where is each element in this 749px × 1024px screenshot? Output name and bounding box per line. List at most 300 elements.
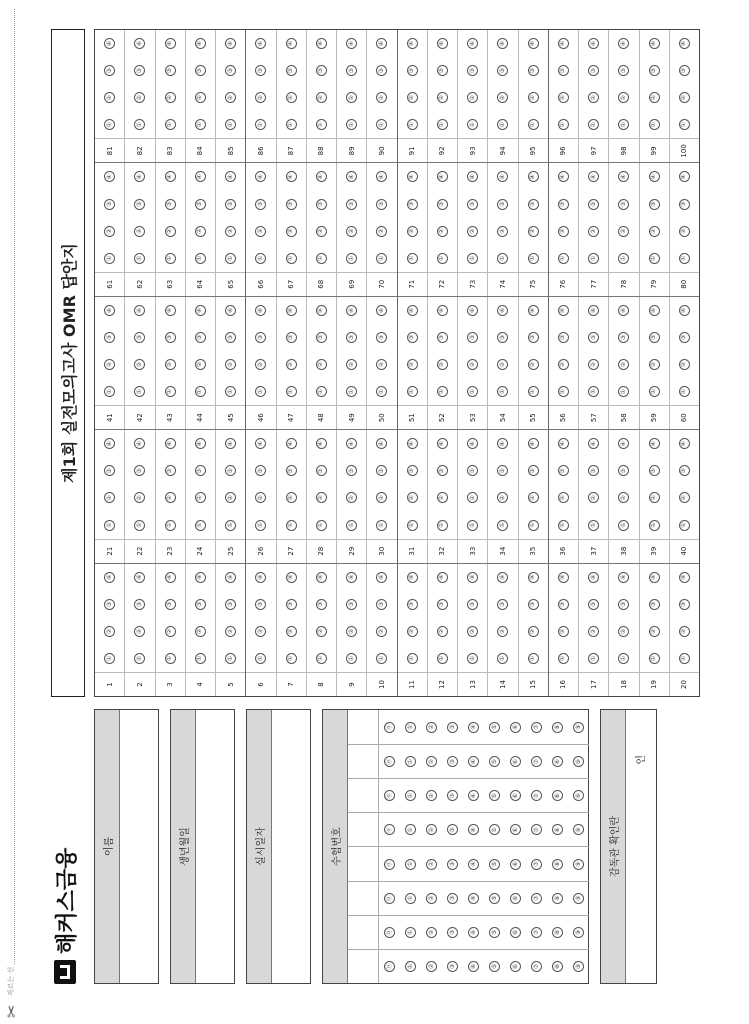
exam-number-bubble[interactable]: ⑥ xyxy=(510,790,521,801)
answer-bubble[interactable]: ③ xyxy=(558,199,569,210)
exam-number-bubble[interactable]: ⓪ xyxy=(384,756,395,767)
answer-bubble[interactable]: ② xyxy=(225,226,236,237)
answer-bubble[interactable]: ① xyxy=(286,119,297,130)
answer-bubble[interactable]: ① xyxy=(225,386,236,397)
answer-bubble[interactable]: ① xyxy=(528,119,539,130)
exam-number-bubble[interactable]: ⑨ xyxy=(573,893,584,904)
exam-number-bubble[interactable]: ③ xyxy=(447,859,458,870)
answer-bubble[interactable]: ② xyxy=(618,492,629,503)
answer-bubble[interactable]: ④ xyxy=(437,171,448,182)
answer-bubble[interactable]: ④ xyxy=(588,572,599,583)
answer-bubble[interactable]: ④ xyxy=(346,572,357,583)
answer-bubble[interactable]: ② xyxy=(165,359,176,370)
answer-bubble[interactable]: ① xyxy=(497,653,508,664)
answer-bubble[interactable]: ③ xyxy=(195,332,206,343)
answer-bubble[interactable]: ① xyxy=(255,520,266,531)
exam-number-bubble[interactable]: ④ xyxy=(468,927,479,938)
answer-bubble[interactable]: ② xyxy=(376,359,387,370)
exam-number-bubble[interactable]: ⓪ xyxy=(384,722,395,733)
answer-bubble[interactable]: ④ xyxy=(558,572,569,583)
answer-bubble[interactable]: ③ xyxy=(316,465,327,476)
answer-bubble[interactable]: ① xyxy=(407,253,418,264)
answer-bubble[interactable]: ② xyxy=(407,226,418,237)
answer-bubble[interactable]: ② xyxy=(467,226,478,237)
answer-bubble[interactable]: ③ xyxy=(225,65,236,76)
answer-bubble[interactable]: ① xyxy=(104,386,115,397)
answer-bubble[interactable]: ④ xyxy=(286,305,297,316)
answer-bubble[interactable]: ② xyxy=(376,492,387,503)
answer-bubble[interactable]: ③ xyxy=(346,465,357,476)
answer-bubble[interactable]: ④ xyxy=(679,305,690,316)
answer-bubble[interactable]: ③ xyxy=(679,599,690,610)
answer-bubble[interactable]: ① xyxy=(618,386,629,397)
exam-number-bubble[interactable]: ⑦ xyxy=(531,961,542,972)
answer-bubble[interactable]: ③ xyxy=(497,465,508,476)
answer-bubble[interactable]: ② xyxy=(134,626,145,637)
answer-bubble[interactable]: ③ xyxy=(437,332,448,343)
answer-bubble[interactable]: ① xyxy=(407,119,418,130)
answer-bubble[interactable]: ③ xyxy=(679,332,690,343)
answer-bubble[interactable]: ① xyxy=(467,520,478,531)
exam-number-bubble[interactable]: ⑥ xyxy=(510,824,521,835)
answer-bubble[interactable]: ④ xyxy=(225,171,236,182)
answer-bubble[interactable]: ③ xyxy=(588,465,599,476)
exam-number-bubble[interactable]: ⑤ xyxy=(489,790,500,801)
exam-number-bubble[interactable]: ② xyxy=(426,790,437,801)
answer-bubble[interactable]: ① xyxy=(134,653,145,664)
answer-bubble[interactable]: ④ xyxy=(255,572,266,583)
answer-bubble[interactable]: ① xyxy=(316,653,327,664)
exam-number-bubble[interactable]: ⑦ xyxy=(531,756,542,767)
answer-bubble[interactable]: ② xyxy=(346,226,357,237)
answer-bubble[interactable]: ④ xyxy=(195,171,206,182)
answer-bubble[interactable]: ① xyxy=(376,253,387,264)
exam-number-bubble[interactable]: ⓪ xyxy=(384,893,395,904)
answer-bubble[interactable]: ② xyxy=(467,626,478,637)
answer-bubble[interactable]: ④ xyxy=(286,171,297,182)
answer-bubble[interactable]: ① xyxy=(679,119,690,130)
answer-bubble[interactable]: ④ xyxy=(497,438,508,449)
answer-bubble[interactable]: ② xyxy=(104,626,115,637)
answer-bubble[interactable]: ④ xyxy=(558,438,569,449)
answer-bubble[interactable]: ② xyxy=(588,359,599,370)
answer-bubble[interactable]: ③ xyxy=(407,599,418,610)
answer-bubble[interactable]: ④ xyxy=(467,38,478,49)
answer-bubble[interactable]: ④ xyxy=(255,171,266,182)
answer-bubble[interactable]: ④ xyxy=(649,305,660,316)
answer-bubble[interactable]: ③ xyxy=(437,465,448,476)
exam-number-bubble[interactable]: ⑤ xyxy=(489,859,500,870)
answer-bubble[interactable]: ① xyxy=(528,520,539,531)
exam-number-bubble[interactable]: ⑥ xyxy=(510,893,521,904)
answer-bubble[interactable]: ③ xyxy=(225,599,236,610)
answer-bubble[interactable]: ③ xyxy=(376,599,387,610)
exam-number-write-cell[interactable] xyxy=(348,745,379,778)
exam-number-bubble[interactable]: ⑦ xyxy=(531,824,542,835)
answer-bubble[interactable]: ① xyxy=(618,119,629,130)
answer-bubble[interactable]: ④ xyxy=(195,572,206,583)
answer-bubble[interactable]: ② xyxy=(195,492,206,503)
answer-bubble[interactable]: ① xyxy=(255,386,266,397)
answer-bubble[interactable]: ③ xyxy=(286,332,297,343)
answer-bubble[interactable]: ④ xyxy=(165,305,176,316)
answer-bubble[interactable]: ③ xyxy=(649,465,660,476)
answer-bubble[interactable]: ④ xyxy=(316,438,327,449)
answer-bubble[interactable]: ③ xyxy=(255,199,266,210)
answer-bubble[interactable]: ② xyxy=(588,492,599,503)
answer-bubble[interactable]: ② xyxy=(558,492,569,503)
answer-bubble[interactable]: ② xyxy=(679,492,690,503)
answer-bubble[interactable]: ② xyxy=(528,492,539,503)
exam-number-bubble[interactable]: ① xyxy=(405,824,416,835)
exam-number-bubble[interactable]: ③ xyxy=(447,722,458,733)
answer-bubble[interactable]: ② xyxy=(528,626,539,637)
answer-bubble[interactable]: ② xyxy=(134,492,145,503)
answer-bubble[interactable]: ④ xyxy=(618,305,629,316)
answer-bubble[interactable]: ① xyxy=(255,253,266,264)
exam-number-bubble[interactable]: ⑤ xyxy=(489,893,500,904)
answer-bubble[interactable]: ② xyxy=(104,226,115,237)
answer-bubble[interactable]: ② xyxy=(679,359,690,370)
answer-bubble[interactable]: ② xyxy=(618,359,629,370)
exam-number-bubble[interactable]: ④ xyxy=(468,824,479,835)
answer-bubble[interactable]: ④ xyxy=(497,572,508,583)
answer-bubble[interactable]: ① xyxy=(376,119,387,130)
answer-bubble[interactable]: ④ xyxy=(376,572,387,583)
answer-bubble[interactable]: ① xyxy=(588,520,599,531)
answer-bubble[interactable]: ③ xyxy=(165,199,176,210)
exam-number-bubble[interactable]: ⑧ xyxy=(552,859,563,870)
answer-bubble[interactable]: ② xyxy=(649,226,660,237)
answer-bubble[interactable]: ② xyxy=(497,92,508,103)
answer-bubble[interactable]: ① xyxy=(195,386,206,397)
answer-bubble[interactable]: ④ xyxy=(588,171,599,182)
answer-bubble[interactable]: ② xyxy=(376,92,387,103)
answer-bubble[interactable]: ④ xyxy=(376,171,387,182)
exam-number-bubble[interactable]: ⑨ xyxy=(573,756,584,767)
answer-bubble[interactable]: ③ xyxy=(376,465,387,476)
exam-number-bubble[interactable]: ① xyxy=(405,859,416,870)
exam-number-bubble[interactable]: ⑨ xyxy=(573,722,584,733)
answer-bubble[interactable]: ② xyxy=(649,92,660,103)
answer-bubble[interactable]: ② xyxy=(134,359,145,370)
answer-bubble[interactable]: ② xyxy=(588,626,599,637)
answer-bubble[interactable]: ④ xyxy=(467,438,478,449)
answer-bubble[interactable]: ③ xyxy=(134,332,145,343)
answer-bubble[interactable]: ③ xyxy=(407,199,418,210)
answer-bubble[interactable]: ③ xyxy=(497,599,508,610)
exam-number-bubble[interactable]: ② xyxy=(426,893,437,904)
answer-bubble[interactable]: ④ xyxy=(104,572,115,583)
answer-bubble[interactable]: ③ xyxy=(528,332,539,343)
answer-bubble[interactable]: ② xyxy=(104,492,115,503)
answer-bubble[interactable]: ① xyxy=(497,520,508,531)
answer-bubble[interactable]: ① xyxy=(588,653,599,664)
exam-number-bubble[interactable]: ⑤ xyxy=(489,722,500,733)
answer-bubble[interactable]: ③ xyxy=(165,465,176,476)
answer-bubble[interactable]: ④ xyxy=(225,38,236,49)
exam-number-bubble[interactable]: ④ xyxy=(468,756,479,767)
answer-bubble[interactable]: ① xyxy=(286,520,297,531)
answer-bubble[interactable]: ③ xyxy=(346,199,357,210)
answer-bubble[interactable]: ① xyxy=(104,119,115,130)
answer-bubble[interactable]: ② xyxy=(528,226,539,237)
answer-bubble[interactable]: ③ xyxy=(195,199,206,210)
exam-number-bubble[interactable]: ⑥ xyxy=(510,756,521,767)
exam-number-write-cell[interactable] xyxy=(348,882,379,915)
answer-bubble[interactable]: ④ xyxy=(558,171,569,182)
answer-bubble[interactable]: ④ xyxy=(528,572,539,583)
answer-bubble[interactable]: ② xyxy=(376,626,387,637)
answer-bubble[interactable]: ③ xyxy=(165,599,176,610)
answer-bubble[interactable]: ④ xyxy=(437,572,448,583)
answer-bubble[interactable]: ③ xyxy=(588,65,599,76)
answer-bubble[interactable]: ④ xyxy=(558,305,569,316)
answer-bubble[interactable]: ③ xyxy=(346,65,357,76)
answer-bubble[interactable]: ② xyxy=(225,359,236,370)
answer-bubble[interactable]: ① xyxy=(134,253,145,264)
exam-number-bubble[interactable]: ⑨ xyxy=(573,927,584,938)
answer-bubble[interactable]: ② xyxy=(618,226,629,237)
answer-bubble[interactable]: ③ xyxy=(588,332,599,343)
answer-bubble[interactable]: ④ xyxy=(407,438,418,449)
answer-bubble[interactable]: ② xyxy=(346,359,357,370)
answer-bubble[interactable]: ② xyxy=(255,359,266,370)
answer-bubble[interactable]: ② xyxy=(286,492,297,503)
answer-bubble[interactable]: ② xyxy=(195,626,206,637)
answer-bubble[interactable]: ① xyxy=(618,653,629,664)
answer-bubble[interactable]: ② xyxy=(286,626,297,637)
answer-bubble[interactable]: ② xyxy=(376,226,387,237)
answer-bubble[interactable]: ① xyxy=(558,653,569,664)
answer-bubble[interactable]: ③ xyxy=(528,65,539,76)
answer-bubble[interactable]: ③ xyxy=(528,599,539,610)
answer-bubble[interactable]: ④ xyxy=(225,572,236,583)
answer-bubble[interactable]: ④ xyxy=(679,438,690,449)
answer-bubble[interactable]: ② xyxy=(104,359,115,370)
exam-number-bubble[interactable]: ③ xyxy=(447,893,458,904)
exam-number-bubble[interactable]: ① xyxy=(405,722,416,733)
answer-bubble[interactable]: ④ xyxy=(165,438,176,449)
answer-bubble[interactable]: ③ xyxy=(649,199,660,210)
answer-bubble[interactable]: ② xyxy=(134,92,145,103)
answer-bubble[interactable]: ③ xyxy=(618,599,629,610)
answer-bubble[interactable]: ① xyxy=(437,386,448,397)
answer-bubble[interactable]: ① xyxy=(104,520,115,531)
answer-bubble[interactable]: ② xyxy=(618,626,629,637)
answer-bubble[interactable]: ③ xyxy=(558,332,569,343)
answer-bubble[interactable]: ① xyxy=(195,653,206,664)
answer-bubble[interactable]: ① xyxy=(346,253,357,264)
answer-bubble[interactable]: ④ xyxy=(528,171,539,182)
answer-bubble[interactable]: ① xyxy=(316,386,327,397)
answer-bubble[interactable]: ② xyxy=(618,92,629,103)
answer-bubble[interactable]: ③ xyxy=(528,465,539,476)
answer-bubble[interactable]: ① xyxy=(134,386,145,397)
answer-bubble[interactable]: ④ xyxy=(376,305,387,316)
answer-bubble[interactable]: ③ xyxy=(588,599,599,610)
answer-bubble[interactable]: ① xyxy=(346,653,357,664)
answer-bubble[interactable]: ① xyxy=(165,253,176,264)
answer-bubble[interactable]: ③ xyxy=(316,65,327,76)
exam-number-bubble[interactable]: ① xyxy=(405,893,416,904)
exam-number-bubble[interactable]: ③ xyxy=(447,790,458,801)
answer-bubble[interactable]: ④ xyxy=(679,572,690,583)
answer-bubble[interactable]: ② xyxy=(558,626,569,637)
answer-bubble[interactable]: ② xyxy=(407,92,418,103)
answer-bubble[interactable]: ③ xyxy=(649,599,660,610)
exam-number-bubble[interactable]: ④ xyxy=(468,859,479,870)
answer-bubble[interactable]: ④ xyxy=(195,305,206,316)
answer-bubble[interactable]: ④ xyxy=(618,438,629,449)
exam-number-bubble[interactable]: ⓪ xyxy=(384,961,395,972)
exam-number-bubble[interactable]: ③ xyxy=(447,756,458,767)
answer-bubble[interactable]: ② xyxy=(225,626,236,637)
answer-bubble[interactable]: ③ xyxy=(437,199,448,210)
answer-bubble[interactable]: ④ xyxy=(316,171,327,182)
answer-bubble[interactable]: ③ xyxy=(346,332,357,343)
exam-number-bubble[interactable]: ① xyxy=(405,756,416,767)
exam-number-bubble[interactable]: ⑧ xyxy=(552,756,563,767)
exam-number-write-cell[interactable] xyxy=(348,813,379,846)
answer-bubble[interactable]: ④ xyxy=(255,438,266,449)
answer-bubble[interactable]: ② xyxy=(165,626,176,637)
exam-number-write-cell[interactable] xyxy=(348,779,379,812)
answer-bubble[interactable]: ② xyxy=(286,226,297,237)
answer-bubble[interactable]: ① xyxy=(286,386,297,397)
answer-bubble[interactable]: ④ xyxy=(407,305,418,316)
answer-bubble[interactable]: ① xyxy=(649,386,660,397)
answer-bubble[interactable]: ③ xyxy=(376,65,387,76)
exam-number-bubble[interactable]: ⑨ xyxy=(573,961,584,972)
answer-bubble[interactable]: ① xyxy=(588,119,599,130)
answer-bubble[interactable]: ④ xyxy=(134,572,145,583)
exam-number-bubble[interactable]: ② xyxy=(426,722,437,733)
answer-bubble[interactable]: ③ xyxy=(618,199,629,210)
exam-number-bubble[interactable]: ⑨ xyxy=(573,824,584,835)
answer-bubble[interactable]: ② xyxy=(679,626,690,637)
answer-bubble[interactable]: ④ xyxy=(165,572,176,583)
answer-bubble[interactable]: ③ xyxy=(195,465,206,476)
answer-bubble[interactable]: ④ xyxy=(618,171,629,182)
answer-bubble[interactable]: ③ xyxy=(558,65,569,76)
answer-bubble[interactable]: ① xyxy=(225,653,236,664)
answer-bubble[interactable]: ④ xyxy=(437,38,448,49)
answer-bubble[interactable]: ② xyxy=(437,492,448,503)
answer-bubble[interactable]: ② xyxy=(165,226,176,237)
exam-number-bubble[interactable]: ⓪ xyxy=(384,859,395,870)
answer-bubble[interactable]: ④ xyxy=(649,438,660,449)
answer-bubble[interactable]: ① xyxy=(618,520,629,531)
answer-bubble[interactable]: ① xyxy=(407,386,418,397)
exam-number-bubble[interactable]: ② xyxy=(426,961,437,972)
exam-number-write-cell[interactable] xyxy=(348,848,379,881)
answer-bubble[interactable]: ② xyxy=(225,492,236,503)
answer-bubble[interactable]: ② xyxy=(649,626,660,637)
exam-number-bubble[interactable]: ⓪ xyxy=(384,824,395,835)
answer-bubble[interactable]: ① xyxy=(225,253,236,264)
answer-bubble[interactable]: ② xyxy=(225,92,236,103)
exam-number-bubble[interactable]: ① xyxy=(405,961,416,972)
answer-bubble[interactable]: ③ xyxy=(467,465,478,476)
answer-bubble[interactable]: ④ xyxy=(316,38,327,49)
answer-bubble[interactable]: ③ xyxy=(316,332,327,343)
answer-bubble[interactable]: ③ xyxy=(225,332,236,343)
answer-bubble[interactable]: ④ xyxy=(407,38,418,49)
answer-bubble[interactable]: ③ xyxy=(376,199,387,210)
answer-bubble[interactable]: ① xyxy=(346,520,357,531)
answer-bubble[interactable]: ④ xyxy=(618,572,629,583)
answer-bubble[interactable]: ② xyxy=(437,359,448,370)
answer-bubble[interactable]: ③ xyxy=(134,65,145,76)
answer-bubble[interactable]: ② xyxy=(255,492,266,503)
answer-bubble[interactable]: ① xyxy=(225,119,236,130)
answer-bubble[interactable]: ④ xyxy=(467,305,478,316)
answer-bubble[interactable]: ② xyxy=(104,92,115,103)
answer-bubble[interactable]: ③ xyxy=(255,465,266,476)
answer-bubble[interactable]: ① xyxy=(649,653,660,664)
exam-number-bubble[interactable]: ④ xyxy=(468,790,479,801)
exam-number-bubble[interactable]: ⑧ xyxy=(552,722,563,733)
exam-number-bubble[interactable]: ⑤ xyxy=(489,824,500,835)
answer-bubble[interactable]: ④ xyxy=(346,438,357,449)
answer-bubble[interactable]: ② xyxy=(528,359,539,370)
answer-bubble[interactable]: ② xyxy=(165,492,176,503)
answer-bubble[interactable]: ④ xyxy=(588,438,599,449)
exam-number-bubble[interactable]: ⑦ xyxy=(531,790,542,801)
exam-number-bubble[interactable]: ② xyxy=(426,927,437,938)
answer-bubble[interactable]: ② xyxy=(679,226,690,237)
answer-bubble[interactable]: ① xyxy=(437,653,448,664)
answer-bubble[interactable]: ④ xyxy=(104,171,115,182)
answer-bubble[interactable]: ② xyxy=(407,626,418,637)
exam-number-write-cell[interactable] xyxy=(348,950,379,983)
answer-bubble[interactable]: ① xyxy=(195,253,206,264)
answer-bubble[interactable]: ① xyxy=(497,119,508,130)
exam-number-bubble[interactable]: ② xyxy=(426,859,437,870)
answer-bubble[interactable]: ③ xyxy=(649,65,660,76)
exam-number-bubble[interactable]: ⑨ xyxy=(573,790,584,801)
answer-bubble[interactable]: ③ xyxy=(467,65,478,76)
exam-number-bubble[interactable]: ⑦ xyxy=(531,722,542,733)
answer-bubble[interactable]: ③ xyxy=(134,465,145,476)
answer-bubble[interactable]: ② xyxy=(497,359,508,370)
answer-bubble[interactable]: ① xyxy=(467,253,478,264)
answer-bubble[interactable]: ② xyxy=(528,92,539,103)
answer-bubble[interactable]: ④ xyxy=(104,38,115,49)
answer-bubble[interactable]: ① xyxy=(134,520,145,531)
answer-bubble[interactable]: ④ xyxy=(134,38,145,49)
exam-number-bubble[interactable]: ④ xyxy=(468,961,479,972)
answer-bubble[interactable]: ① xyxy=(376,653,387,664)
answer-bubble[interactable]: ③ xyxy=(407,465,418,476)
answer-bubble[interactable]: ① xyxy=(165,119,176,130)
answer-bubble[interactable]: ④ xyxy=(225,438,236,449)
answer-bubble[interactable]: ④ xyxy=(649,572,660,583)
answer-bubble[interactable]: ① xyxy=(437,520,448,531)
exam-number-bubble[interactable]: ⑧ xyxy=(552,824,563,835)
answer-bubble[interactable]: ① xyxy=(679,653,690,664)
exam-number-bubble[interactable]: ⑧ xyxy=(552,790,563,801)
exam-number-bubble[interactable]: ⓪ xyxy=(384,790,395,801)
answer-bubble[interactable]: ② xyxy=(316,92,327,103)
answer-bubble[interactable]: ④ xyxy=(346,171,357,182)
answer-bubble[interactable]: ① xyxy=(558,253,569,264)
answer-bubble[interactable]: ④ xyxy=(195,38,206,49)
answer-bubble[interactable]: ④ xyxy=(165,38,176,49)
answer-bubble[interactable]: ④ xyxy=(286,438,297,449)
exam-number-bubble[interactable]: ⑧ xyxy=(552,961,563,972)
